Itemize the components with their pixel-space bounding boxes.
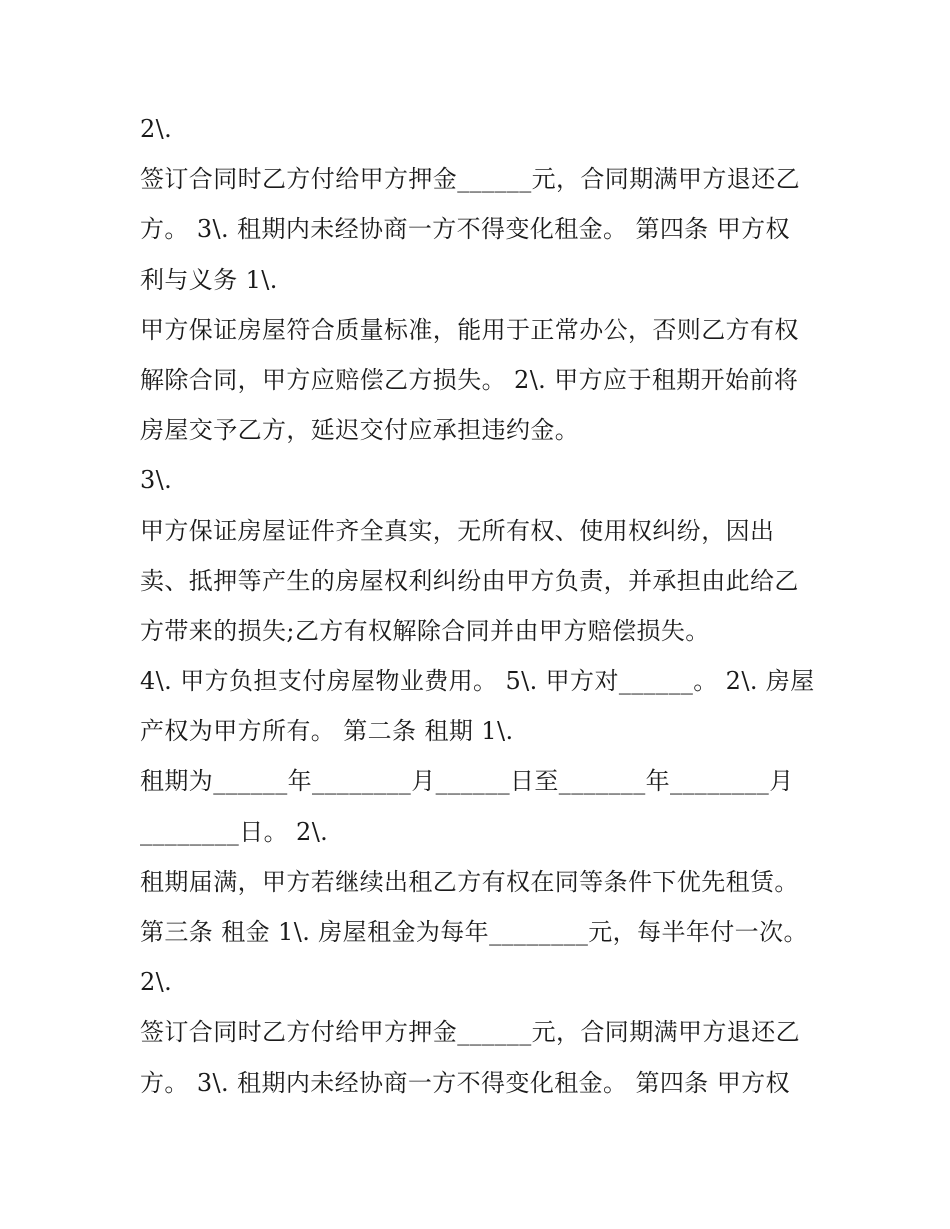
text-line: 租期为______年________月______日至_______年________月: [140, 767, 794, 796]
text-line: 4\. 甲方负担支付房屋物业费用。 5\. 甲方对______。 2\. 房屋: [140, 667, 815, 696]
text-line: 方。 3\. 租期内未经协商一方不得变化租金。 第四条 甲方权: [140, 1068, 790, 1097]
text-line: ________日。 2\.: [140, 817, 329, 846]
text-line: 2\.: [140, 115, 173, 143]
text-line: 签订合同时乙方付给甲方押金______元，合同期满甲方退还乙: [140, 1018, 800, 1047]
text-line: 卖、抵押等产生的房屋权利纠纷由甲方负责，并承担由此给乙: [140, 566, 799, 595]
text-line: 甲方保证房屋符合质量标准，能用于正常办公，否则乙方有权: [140, 315, 799, 344]
text-line: 租期届满，甲方若继续出租乙方有权在同等条件下优先租赁。: [140, 867, 799, 896]
text-line: 签订合同时乙方付给甲方押金______元，合同期满甲方退还乙: [140, 165, 800, 194]
text-line: 2\.: [140, 968, 173, 997]
contract-text: [140, 104, 820, 1108]
text-line: 方。 3\. 租期内未经协商一方不得变化租金。 第四条 甲方权: [140, 215, 790, 244]
text-line: 产权为甲方所有。 第二条 租期 1\.: [140, 717, 514, 746]
text-line: 3\.: [140, 466, 173, 495]
text-line: 解除合同，甲方应赔偿乙方损失。 2\. 甲方应于租期开始前将: [140, 365, 799, 394]
text-line: 利与义务 1\.: [140, 265, 278, 294]
text-line: 第三条 租金 1\. 房屋租金为每年________元，每半年付一次。: [140, 918, 808, 946]
text-line: 房屋交予乙方，延迟交付应承担违约金。: [140, 416, 580, 445]
text-line: 方带来的损失;乙方有权解除合同并由甲方赔偿损失。: [140, 616, 710, 645]
text-line: 甲方保证房屋证件齐全真实，无所有权、使用权纠纷，因出: [140, 516, 775, 545]
